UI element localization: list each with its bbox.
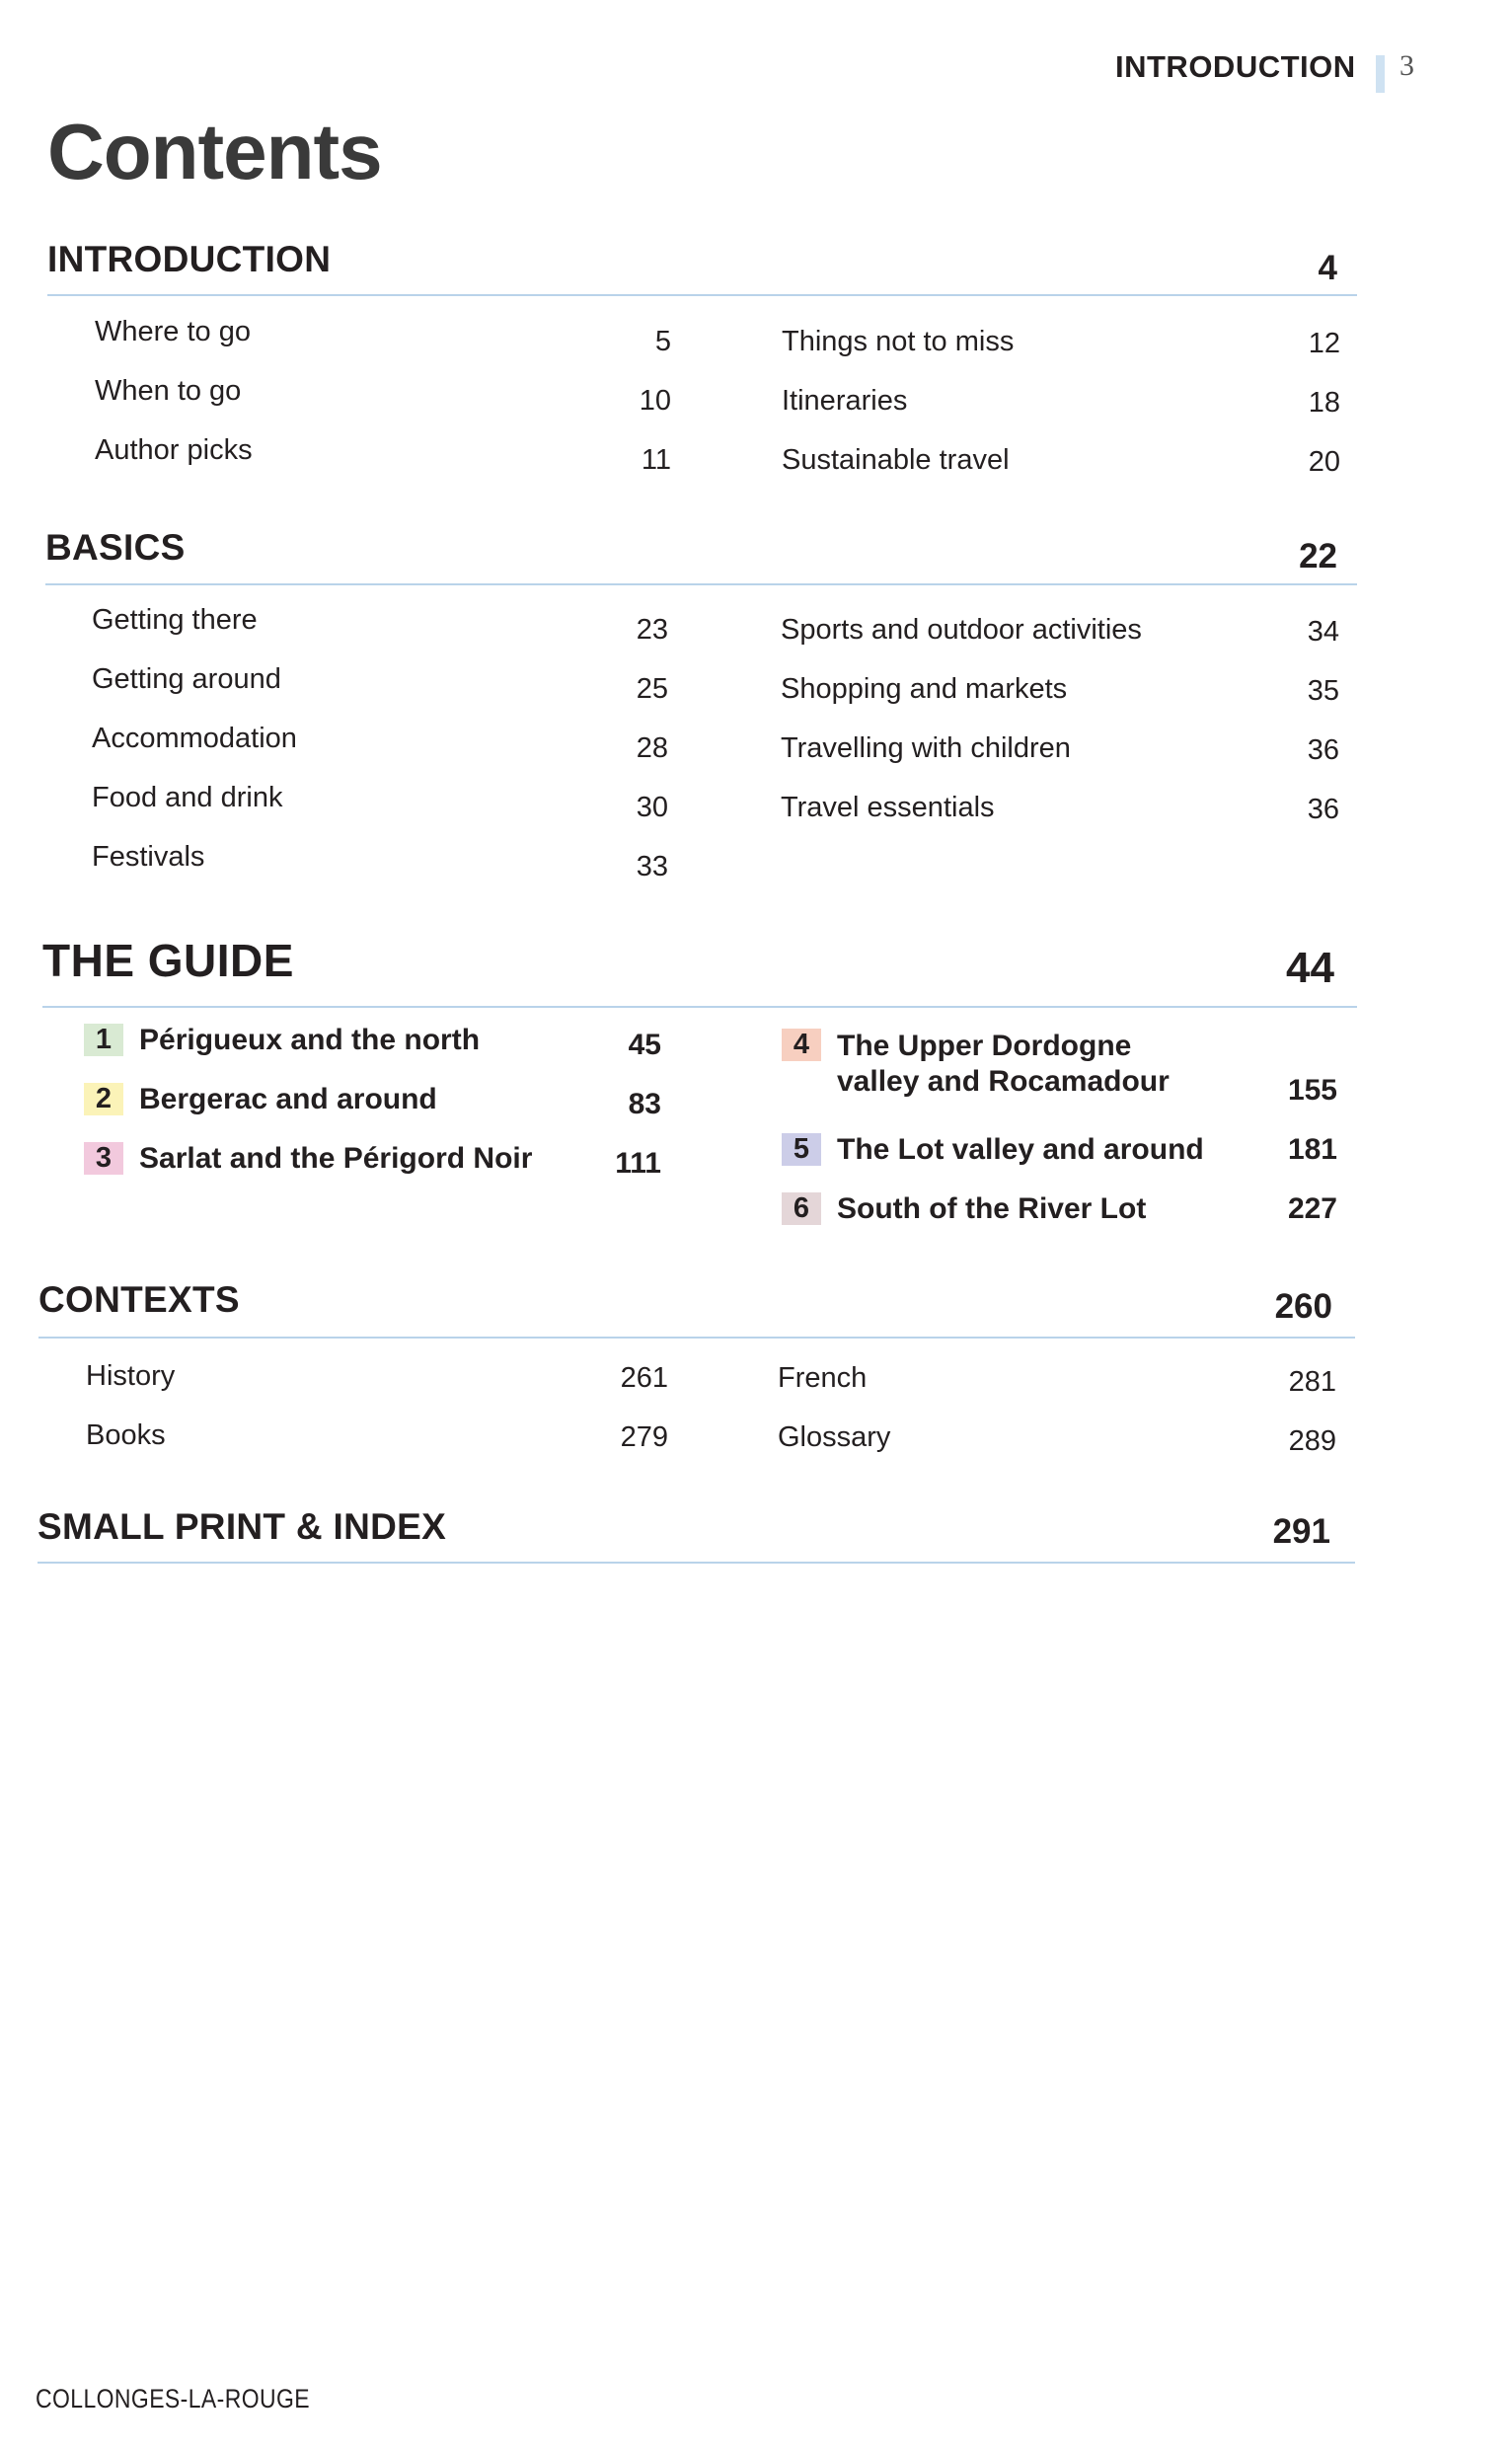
section-page-contexts: 260	[1274, 1287, 1332, 1326]
toc-page: 20	[1308, 446, 1340, 478]
toc-entry[interactable]: Glossary	[778, 1421, 891, 1453]
toc-entry[interactable]: Itineraries	[782, 385, 908, 417]
page-tab-marker	[1376, 55, 1385, 93]
toc-entry[interactable]: Food and drink	[92, 782, 283, 813]
toc-entry[interactable]: Travel essentials	[781, 792, 995, 823]
section-rule	[47, 294, 1357, 296]
toc-page: 279	[620, 1421, 668, 1453]
toc-page: 181	[1287, 1133, 1337, 1166]
toc-page: 261	[620, 1362, 668, 1394]
toc-page: 36	[1307, 794, 1339, 825]
toc-entry[interactable]: Getting there	[92, 604, 258, 636]
toc-entry[interactable]: History	[86, 1360, 176, 1392]
toc-page: 35	[1307, 675, 1339, 707]
toc-page: 83	[628, 1088, 661, 1120]
section-page-introduction: 4	[1318, 249, 1337, 287]
toc-entry[interactable]: Festivals	[92, 841, 205, 873]
section-rule	[42, 1006, 1357, 1008]
guide-chapter-6[interactable]	[782, 1192, 1146, 1226]
chapter-title: The Lot valley and around	[837, 1133, 1204, 1166]
page-title: Contents	[47, 108, 382, 195]
section-heading-contexts: CONTEXTS	[38, 1279, 240, 1320]
toc-page: 10	[639, 385, 671, 417]
chapter-number-badge: 1	[84, 1024, 123, 1056]
chapter-title: The Upper Dordogne valley and Rocamadour	[837, 1030, 1170, 1098]
toc-page: 18	[1308, 387, 1340, 419]
toc-entry[interactable]: Sports and outdoor activities	[781, 614, 1142, 646]
section-page-small-print: 291	[1272, 1512, 1330, 1551]
chapter-number-badge: 3	[84, 1142, 123, 1175]
toc-page: 155	[1287, 1074, 1337, 1107]
section-page-basics: 22	[1299, 537, 1337, 575]
toc-entry[interactable]: Sustainable travel	[782, 444, 1010, 476]
toc-entry[interactable]: Where to go	[95, 316, 251, 347]
toc-entry[interactable]: Accommodation	[92, 723, 297, 754]
guide-chapter-2[interactable]	[84, 1083, 437, 1116]
toc-page: 25	[636, 673, 668, 705]
guide-chapter-5[interactable]	[782, 1133, 1204, 1167]
toc-entry[interactable]: French	[778, 1362, 868, 1394]
chapter-title: Bergerac and around	[139, 1083, 437, 1115]
toc-page: 5	[654, 326, 671, 357]
toc-page: 36	[1307, 734, 1339, 766]
toc-entry[interactable]: When to go	[95, 375, 242, 407]
toc-page: 34	[1307, 616, 1339, 648]
page-number: 3	[1399, 49, 1414, 82]
toc-page: 12	[1308, 328, 1340, 359]
toc-page: 281	[1288, 1366, 1336, 1398]
toc-page: 111	[615, 1147, 661, 1180]
toc-page: 289	[1288, 1425, 1336, 1457]
photo-caption: COLLONGES-LA-ROUGE	[36, 2384, 311, 2413]
guide-chapter-4[interactable]	[782, 1029, 1202, 1100]
section-page-guide: 44	[1286, 944, 1334, 992]
guide-chapter-1[interactable]	[84, 1024, 480, 1057]
section-rule	[45, 583, 1357, 585]
section-heading-small-print: SMALL PRINT & INDEX	[38, 1506, 447, 1547]
toc-page: 30	[636, 792, 668, 823]
toc-entry[interactable]: Getting around	[92, 663, 281, 695]
section-rule	[38, 1562, 1355, 1564]
chapter-title: South of the River Lot	[837, 1192, 1147, 1225]
chapter-title: Périgueux and the north	[139, 1024, 481, 1056]
chapter-number-badge: 2	[84, 1083, 123, 1115]
toc-entry[interactable]: Travelling with children	[781, 732, 1071, 764]
section-rule	[38, 1337, 1355, 1339]
section-heading-basics: BASICS	[45, 527, 186, 568]
guide-chapter-3[interactable]	[84, 1142, 532, 1176]
toc-page: 11	[641, 444, 671, 476]
section-heading-guide: THE GUIDE	[42, 935, 294, 986]
toc-page: 28	[636, 732, 668, 764]
toc-entry[interactable]: Shopping and markets	[781, 673, 1068, 705]
toc-page: 33	[636, 851, 668, 882]
chapter-number-badge: 5	[782, 1133, 821, 1166]
chapter-number-badge: 4	[782, 1029, 821, 1061]
running-head: INTRODUCTION	[1115, 49, 1356, 84]
toc-entry[interactable]: Books	[86, 1419, 166, 1451]
toc-entry[interactable]: Things not to miss	[782, 326, 1015, 357]
toc-entry[interactable]: Author picks	[95, 434, 253, 466]
toc-page: 45	[628, 1029, 661, 1061]
toc-page: 23	[636, 614, 668, 646]
toc-page: 227	[1287, 1192, 1337, 1225]
chapter-number-badge: 6	[782, 1192, 821, 1225]
section-heading-introduction: INTRODUCTION	[47, 239, 332, 279]
chapter-title: Sarlat and the Périgord Noir	[139, 1142, 533, 1175]
